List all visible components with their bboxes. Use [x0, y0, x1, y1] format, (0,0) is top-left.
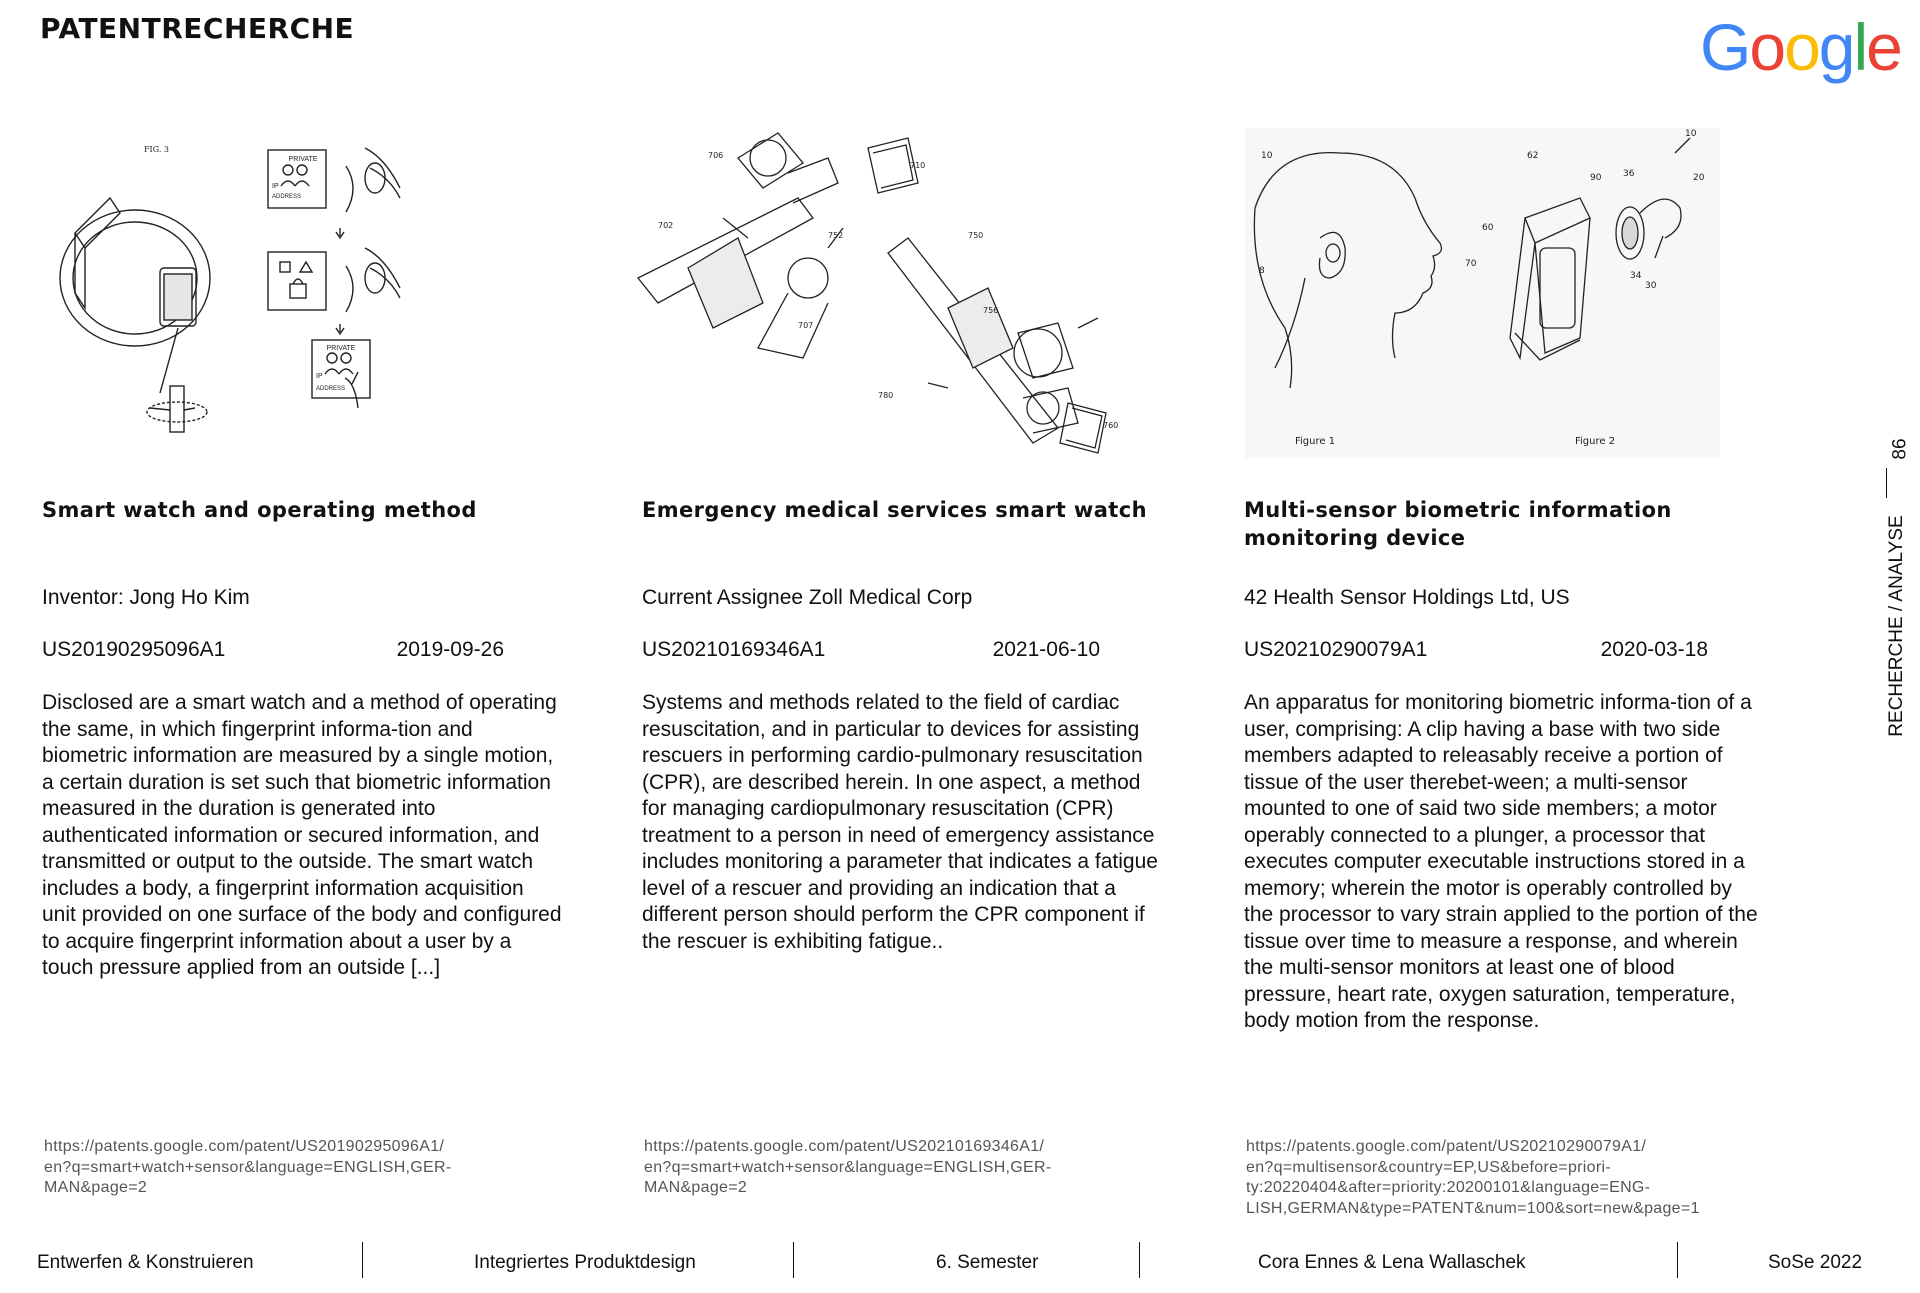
address-label-2: ADDRESS	[316, 386, 346, 392]
ref-62: 62	[1527, 151, 1539, 161]
figure-2-caption: Figure 2	[1575, 436, 1616, 447]
earclip-drawing	[1245, 128, 1720, 458]
patent-assignee: Current Assignee Zoll Medical Corp	[642, 586, 973, 609]
google-logo	[1700, 10, 1901, 84]
logo-letter-l: l	[1853, 10, 1867, 84]
patent-date: 2021-06-10	[992, 638, 1100, 661]
ref-780: 780	[878, 391, 894, 400]
patent-title: Emergency medical services smart watch	[642, 498, 1147, 522]
patent-abstract: Disclosed are a smart watch and a method of operating the same, in which fingerprint informa-tion and biometric information are measured by a single motion, a certain duration is set such that biometric information measured in the duration is generated into authenticated information or secured information, and transmitted or output to the outside. The smart watch includes a body, a fingerprint information acquisition unit provided on one surface of the body and configured to acquire fingerprint information about a user by a touch pressure applied from an outside [...]	[42, 691, 562, 979]
footer-course: Entwerfen & Konstruieren	[37, 1252, 254, 1273]
ref-10a: 10	[1261, 151, 1273, 161]
logo-letter-e: e	[1866, 10, 1901, 84]
patent-number: US20210290079A1	[1244, 638, 1428, 661]
patent-url[interactable]: https://patents.google.com/patent/US20210290079A1/ en?q=multisensor&country=EP,US&before=priori- ty:20220404&after=priority:20200101&language=ENG- LISH,GERMAN&type=PATENT&num=100&sort=new&page=1	[1246, 1138, 1700, 1217]
footer-divider	[1139, 1242, 1140, 1278]
ref-30: 30	[1645, 281, 1657, 291]
footer-authors: Cora Ennes & Lena Wallaschek	[1258, 1252, 1526, 1273]
ref-60: 60	[1482, 223, 1494, 233]
logo-letter-g2: g	[1818, 10, 1854, 84]
ref-706: 706	[708, 151, 724, 160]
footer-module: Integriertes Produktdesign	[474, 1252, 696, 1273]
logo-letter-o2: o	[1784, 10, 1819, 84]
patent-figure-earclip	[1245, 128, 1720, 458]
ref-10b: 10	[1685, 129, 1697, 139]
ref-756: 756	[983, 306, 999, 315]
patent-url[interactable]: https://patents.google.com/patent/US20210169346A1/ en?q=smart+watch+sensor&language=ENGLISH,GER- MAN&page=2	[644, 1138, 1052, 1196]
patent-id-row	[1244, 638, 1708, 662]
cpr-drawing	[628, 128, 1128, 458]
address-label: ADDRESS	[272, 194, 302, 200]
logo-letter-g: G	[1700, 10, 1750, 84]
patent-date: 2020-03-18	[1600, 638, 1708, 661]
ref-707: 707	[798, 321, 814, 330]
logo-letter-o1: o	[1749, 10, 1785, 84]
patent-url[interactable]: https://patents.google.com/patent/US20190295096A1/ en?q=smart+watch+sensor&language=ENGLISH,GER- MAN&page=2	[44, 1138, 452, 1196]
patent-title: Multi-sensor biometric information monitoring device	[1244, 498, 1672, 550]
patent-id-row	[42, 638, 504, 662]
patent-assignee: 42 Health Sensor Holdings Ltd, US	[1244, 586, 1570, 609]
patent-inventor: Inventor: Jong Ho Kim	[42, 586, 250, 609]
patent-number: US20210169346A1	[642, 638, 826, 661]
ref-710: 710	[910, 161, 926, 170]
footer-term: SoSe 2022	[1768, 1252, 1863, 1273]
patent-figure-cpr	[628, 128, 1128, 458]
ref-70: 70	[1465, 259, 1477, 269]
section-label: RECHERCHE / ANALYSE	[1886, 515, 1907, 737]
ref-20: 20	[1693, 173, 1705, 183]
page-number: 86	[1889, 438, 1911, 460]
footer-divider	[793, 1242, 794, 1278]
patent-title: Smart watch and operating method	[42, 498, 477, 522]
fig-label: FIG. 3	[144, 145, 169, 154]
patent-abstract: An apparatus for monitoring biometric informa-tion of a user, comprising: A clip having a base with two side members adapted to releasably receive a portion of tissue of the user therebet-ween; a multi-sensor mounted to one of said two side members; a motor operably connected to a plunger, a processor that executes computer executable instructions stored in a memory; wherein the motor is operably controlled by the processor to vary strain applied to the portion of the tissue over time to measure a response, and wherein the multi-sensor monitors at least one of blood pressure, heart rate, oxygen saturation, temperature, body motion from the response.	[1244, 691, 1758, 1032]
ref-34: 34	[1630, 271, 1642, 281]
ref-90: 90	[1590, 173, 1602, 183]
patent-figure-smartwatch	[40, 128, 520, 458]
ip-label-2: IP	[316, 373, 323, 380]
ref-8: 8	[1259, 266, 1265, 276]
figure-1-caption: Figure 1	[1295, 436, 1336, 447]
ref-760: 760	[1103, 421, 1119, 430]
footer-semester: 6. Semester	[936, 1252, 1039, 1273]
patent-abstract: Systems and methods related to the field of cardiac resuscitation, and in particular to devices for assisting rescuers in performing cardio-pulmonary resuscitation (CPR), are described herein. In one aspect, a method for managing cardiopulmonary resuscitation (CPR) treatment to a person in need of emergency assistance includes monitoring a parameter that indicates a fatigue level of a rescuer and providing an indication that a different person should perform the CPR component if the rescuer is exhibiting fatigue..	[642, 691, 1158, 953]
patent-date: 2019-09-26	[396, 638, 504, 661]
private-label: PRIVATE	[288, 156, 318, 163]
page-title: PATENTRECHERCHE	[40, 12, 355, 45]
smartwatch-drawing	[40, 128, 520, 458]
private-label-2: PRIVATE	[326, 345, 356, 352]
footer	[0, 1252, 1920, 1286]
ref-750: 750	[968, 231, 984, 240]
patent-number: US20190295096A1	[42, 638, 226, 661]
footer-divider	[1677, 1242, 1678, 1278]
ref-752: 752	[828, 231, 844, 240]
ip-label: IP	[272, 183, 279, 190]
footer-divider	[362, 1242, 363, 1278]
ref-36: 36	[1623, 169, 1635, 179]
ref-702: 702	[658, 221, 674, 230]
patent-id-row	[642, 638, 1100, 662]
